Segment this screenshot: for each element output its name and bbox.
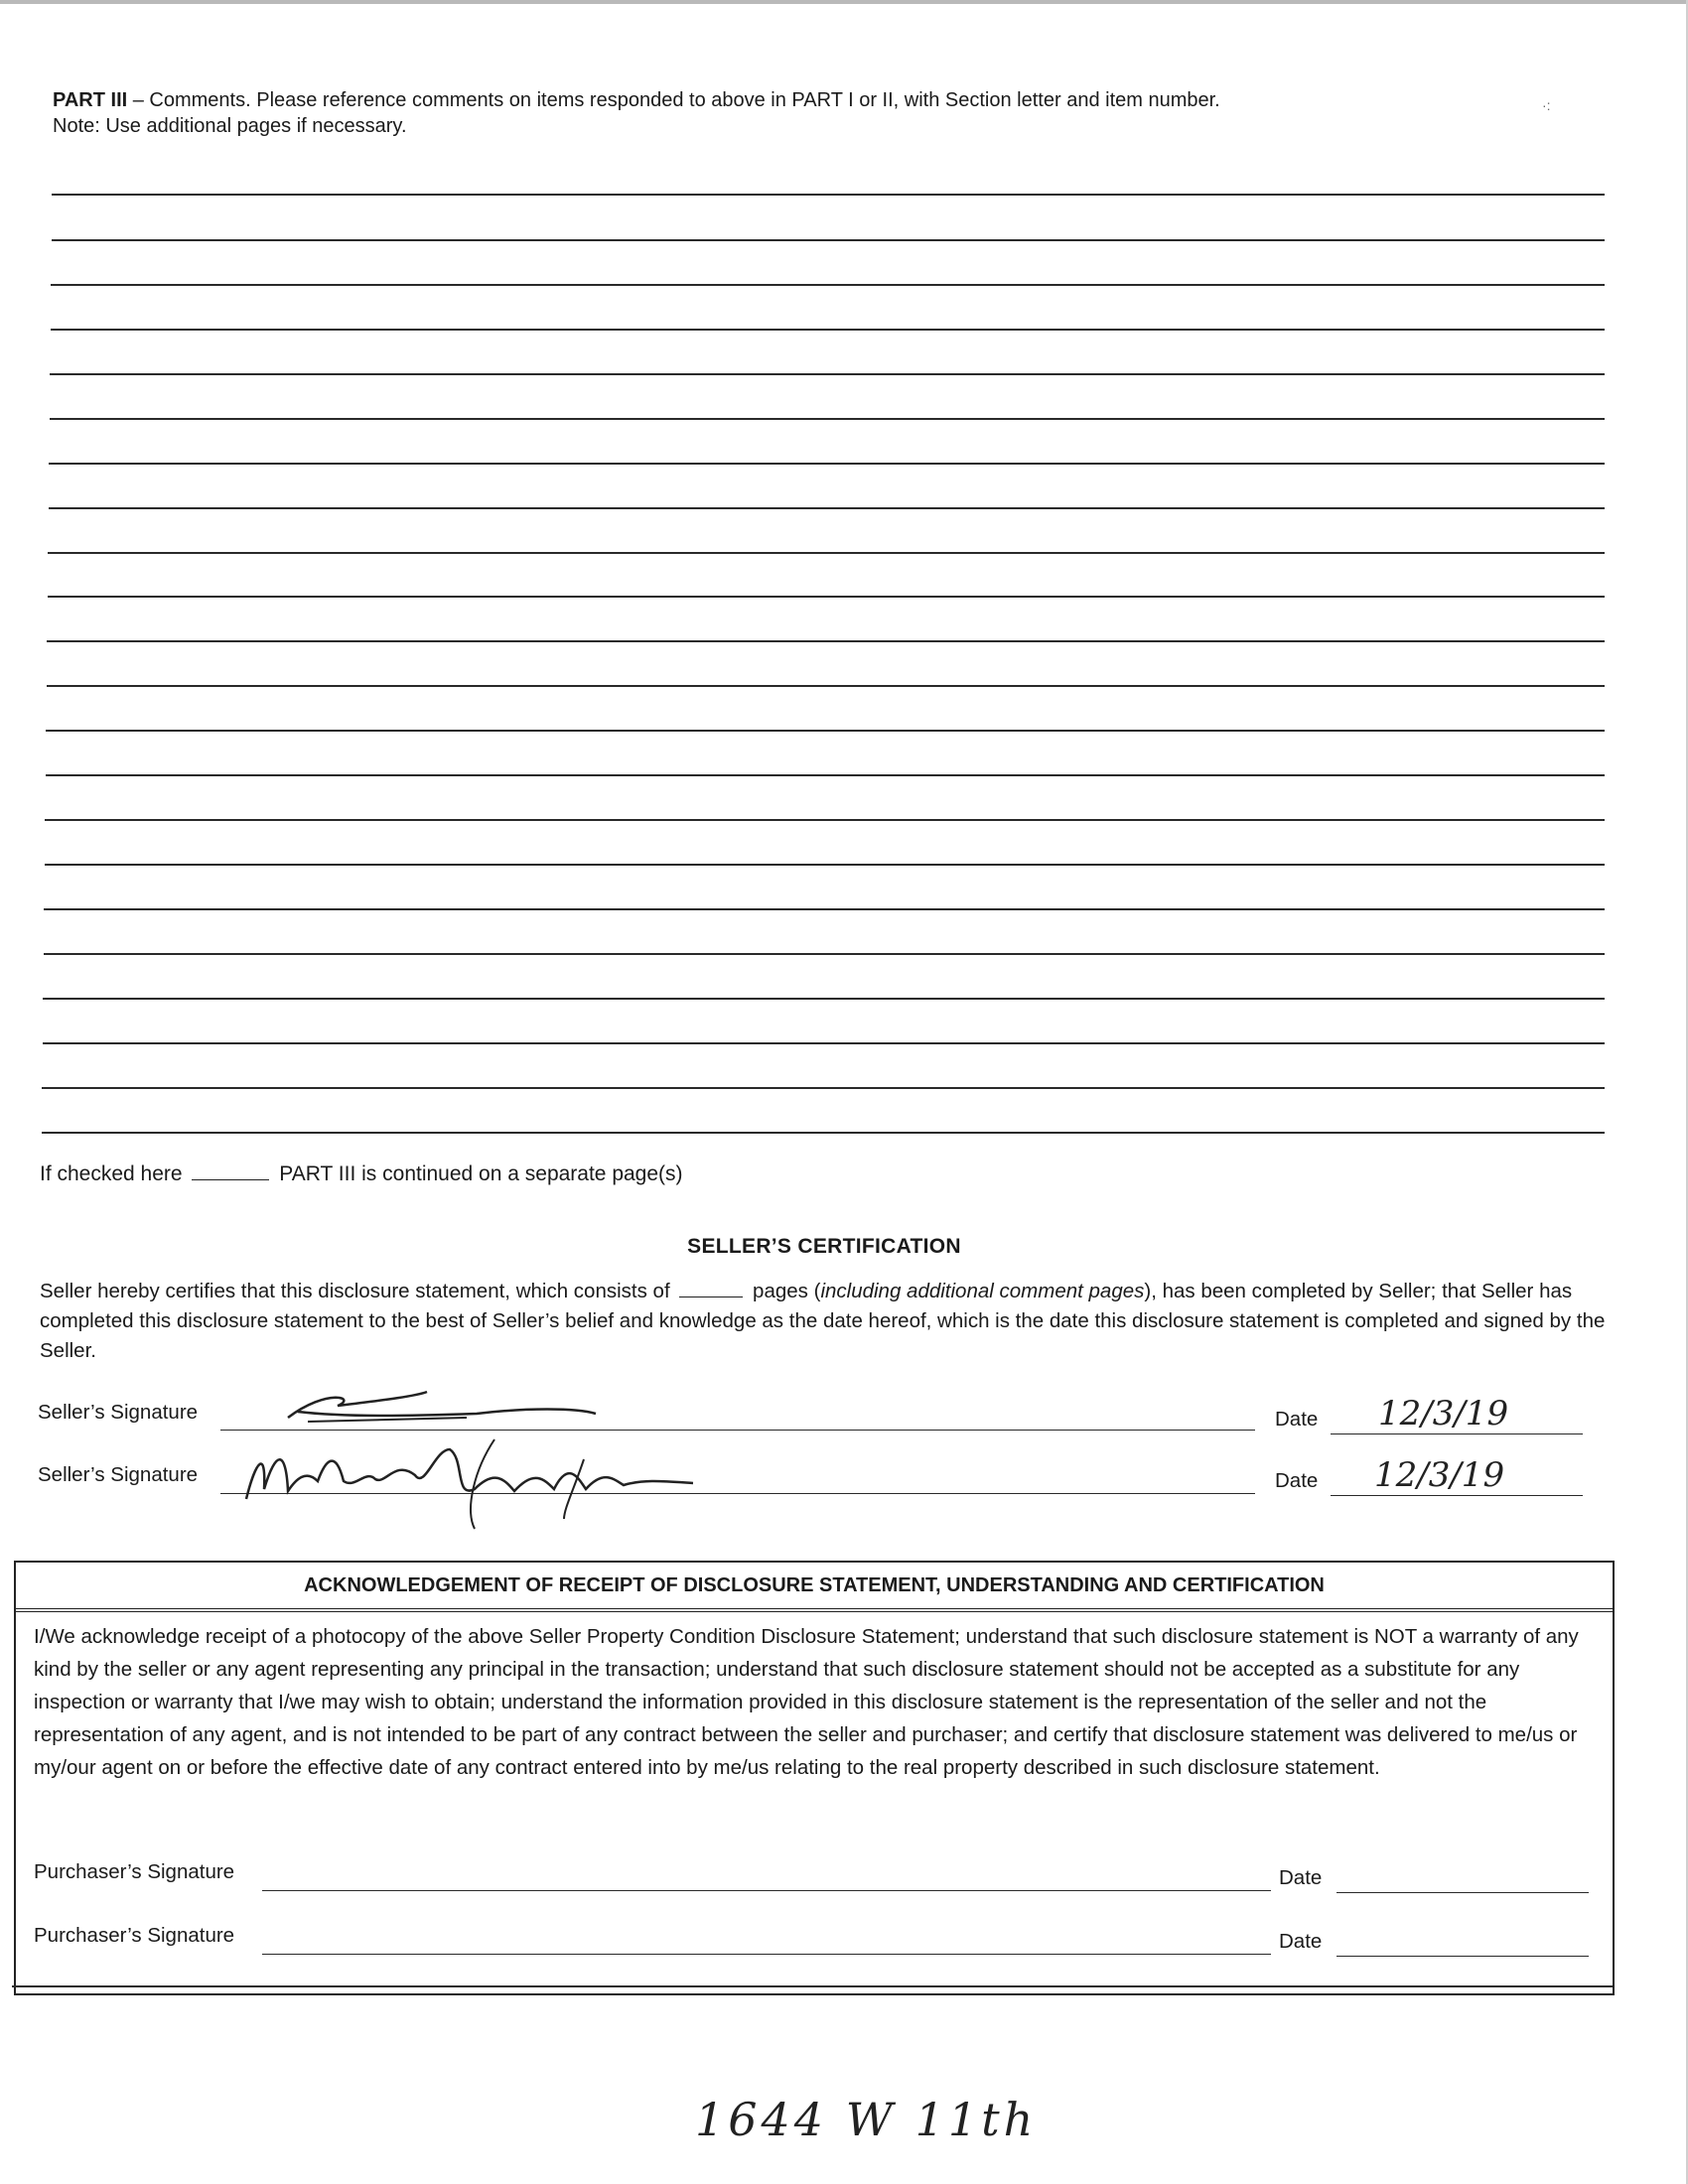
- continuation-suffix: PART III is continued on a separate page(s): [279, 1162, 683, 1185]
- comment-line-3[interactable]: [51, 284, 1605, 286]
- comment-line-15[interactable]: [45, 819, 1605, 821]
- scan-top-edge: [0, 0, 1688, 4]
- cert-text-1: Seller hereby certifies that this disclosure statement, which consists of: [40, 1280, 670, 1302]
- part3-text: – Comments. Please reference comments on items responded to above in PART I or II, with Section letter and item number.: [127, 89, 1220, 111]
- cert-text-3: ), has been completed by Seller; that Seller has completed this disclosure statement to the best of Seller’s belief and knowledge as the date hereof, which is the date this disclosure statement is completed and signed by the Seller.: [40, 1280, 1606, 1362]
- seller-date-label-1: Date: [1275, 1408, 1319, 1431]
- acknowledgement-box: [14, 1561, 1615, 1995]
- continuation-line: [40, 1161, 683, 1186]
- handwritten-address-note: 1644 W 11th: [695, 2093, 1038, 2146]
- seller-date-line-2[interactable]: [1331, 1495, 1583, 1496]
- comment-line-6[interactable]: [50, 418, 1605, 420]
- part3-note: Note: Use additional pages if necessary.: [53, 115, 407, 137]
- seller-signature-2-mark: [226, 1420, 802, 1539]
- acknowledgement-title: ACKNOWLEDGEMENT OF RECEIPT OF DISCLOSURE STATEMENT, UNDERSTANDING AND CERTIFICATION: [304, 1574, 1325, 1596]
- part3-heading: PART III: [53, 89, 128, 111]
- cert-text-2: pages (: [753, 1280, 821, 1302]
- pages-count-blank[interactable]: [679, 1279, 743, 1297]
- seller-signature-label-1: Seller’s Signature: [38, 1401, 199, 1424]
- comment-line-9[interactable]: [48, 552, 1605, 554]
- seller-date-value-2: 12/3/19: [1374, 1455, 1505, 1495]
- seller-date-line-1[interactable]: [1331, 1433, 1583, 1434]
- comment-line-1[interactable]: [52, 194, 1605, 196]
- comment-line-7[interactable]: [49, 463, 1605, 465]
- comment-line-13[interactable]: [46, 730, 1605, 732]
- seller-signature-label-2: Seller’s Signature: [38, 1463, 199, 1486]
- comment-line-20[interactable]: [43, 1042, 1605, 1044]
- comment-line-16[interactable]: [45, 864, 1605, 866]
- purchaser-date-label-2: Date: [1279, 1930, 1323, 1953]
- seller-certification-title: SELLER’S CERTIFICATION: [687, 1235, 961, 1258]
- comment-line-22[interactable]: [42, 1132, 1605, 1134]
- purchaser-date-line-1[interactable]: [1336, 1892, 1589, 1893]
- comment-line-19[interactable]: [43, 998, 1605, 1000]
- comment-line-8[interactable]: [49, 507, 1605, 509]
- comment-line-21[interactable]: [42, 1087, 1605, 1089]
- scan-speck: ·:: [1542, 97, 1551, 113]
- comment-line-5[interactable]: [50, 373, 1605, 375]
- acknowledgement-bottom-rule: [12, 1985, 1613, 1987]
- comment-line-2[interactable]: [52, 239, 1605, 241]
- comment-line-14[interactable]: [46, 774, 1605, 776]
- seller-date-label-2: Date: [1275, 1469, 1319, 1492]
- acknowledgement-body: I/We acknowledge receipt of a photocopy of the above Seller Property Condition Disclosure Statement; understand that such disclosure statement is NOT a warranty of any kind by the seller or any agent representing any principal in the transaction; understand that such disclosure statement should not be accepted as a substitute for any inspection or warranty that I/we may wish to obtain; understand the information provided in this disclosure statement is the representation of the seller and not the representation of any agent, and is not intended to be part of any contract between the seller and purchaser; and certify that disclosure statement was delivered to me/us or my/our agent on or before the effective date of any contract entered into by me/us relating to the real property described in such disclosure statement.: [34, 1625, 1579, 1779]
- purchaser-date-line-2[interactable]: [1336, 1956, 1589, 1957]
- purchaser-signature-line-2[interactable]: [262, 1954, 1271, 1955]
- purchaser-signature-label-2: Purchaser’s Signature: [34, 1924, 235, 1947]
- comment-line-4[interactable]: [51, 329, 1605, 331]
- purchaser-signature-line-1[interactable]: [262, 1890, 1271, 1891]
- continuation-checkbox-blank[interactable]: [192, 1161, 269, 1180]
- purchaser-date-label-1: Date: [1279, 1866, 1323, 1889]
- comment-line-18[interactable]: [44, 953, 1605, 955]
- purchaser-signature-label-1: Purchaser’s Signature: [34, 1860, 235, 1883]
- comment-line-11[interactable]: [47, 640, 1605, 642]
- comment-line-12[interactable]: [47, 685, 1605, 687]
- cert-text-italic: including additional comment pages: [820, 1280, 1145, 1302]
- comment-line-10[interactable]: [48, 596, 1605, 598]
- continuation-prefix: If checked here: [40, 1162, 183, 1185]
- acknowledgement-title-rule: [16, 1608, 1613, 1612]
- seller-date-value-1: 12/3/19: [1378, 1394, 1509, 1433]
- part3-instructions: [53, 87, 1602, 139]
- comment-line-17[interactable]: [44, 908, 1605, 910]
- seller-certification-text: [40, 1277, 1614, 1366]
